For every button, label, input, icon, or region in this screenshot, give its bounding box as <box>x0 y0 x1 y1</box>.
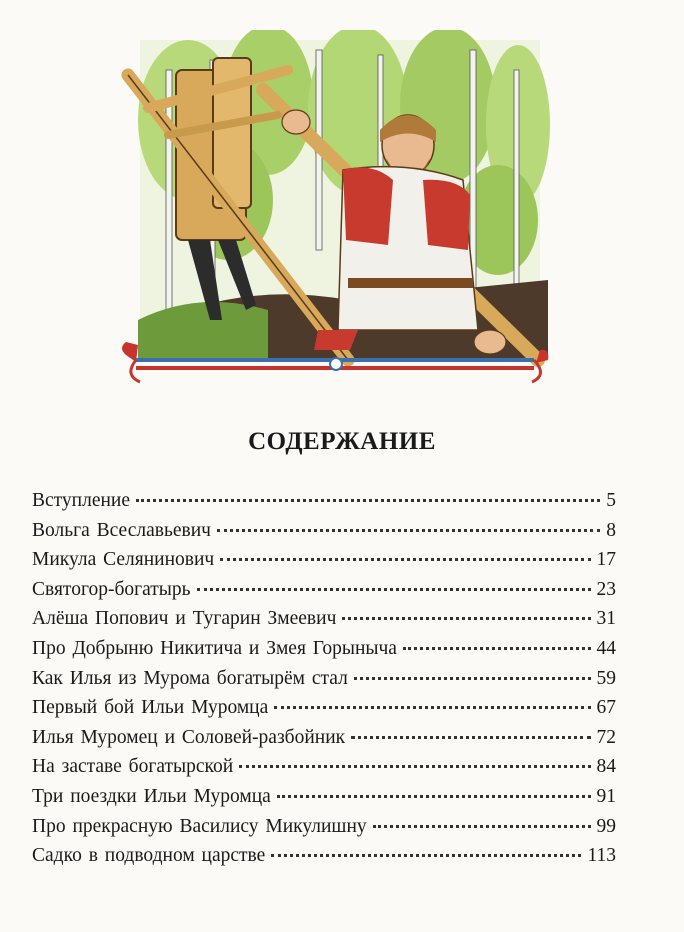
toc-entry-page: 113 <box>587 845 616 867</box>
dot-leader <box>277 795 591 798</box>
toc-entry-title: На заставе богатырской <box>32 756 234 778</box>
toc-entry[interactable] <box>32 664 616 694</box>
toc-entry[interactable] <box>32 752 616 782</box>
dot-leader <box>239 765 590 768</box>
toc-entry-page: 5 <box>606 490 616 511</box>
page-title: СОДЕРЖАНИЕ <box>248 428 436 455</box>
toc-entry-page: 91 <box>596 785 616 807</box>
dot-leader <box>217 529 600 532</box>
toc-entry-title: Первый бой Ильи Муромца <box>32 697 269 719</box>
toc-entry[interactable] <box>32 723 616 753</box>
toc-entry[interactable] <box>32 634 616 664</box>
toc-entry-title: Илья Муромец и Соловей-разбойник <box>32 726 346 748</box>
toc-entry[interactable] <box>32 516 616 546</box>
dot-leader <box>274 706 590 709</box>
toc-entry-title: Садко в подводном царстве <box>32 845 266 867</box>
toc-entry-title: Алёша Попович и Тугарин Змеевич <box>32 608 337 630</box>
toc-entry[interactable] <box>32 575 616 605</box>
dot-leader <box>351 736 590 739</box>
toc-entry[interactable] <box>32 782 616 812</box>
toc-entry-page: 44 <box>596 637 616 659</box>
toc-entry-page: 59 <box>596 667 616 689</box>
toc-entry-page: 84 <box>596 756 616 778</box>
dot-leader <box>373 825 591 828</box>
toc-entry-page: 99 <box>596 815 616 837</box>
toc-entry-title: Вступление <box>32 490 131 511</box>
toc-entry[interactable] <box>32 545 616 575</box>
table-of-contents <box>32 486 616 871</box>
toc-entry-page: 72 <box>596 726 616 748</box>
dot-leader <box>342 617 590 620</box>
toc-entry-title: Три поездки Ильи Муромца <box>32 785 271 807</box>
toc-entry[interactable] <box>32 604 616 634</box>
toc-entry-title: Про прекрасную Василису Микулишну <box>32 815 367 837</box>
toc-entry-page: 17 <box>596 549 616 571</box>
toc-entry-title: Про Добрыню Никитича и Змея Горыныча <box>32 637 397 659</box>
dot-leader <box>271 854 581 857</box>
toc-entry-title: Вольга Всеславьевич <box>32 519 211 541</box>
toc-entry[interactable] <box>32 841 616 871</box>
toc-entry-page: 31 <box>596 608 616 630</box>
toc-entry[interactable] <box>32 693 616 723</box>
dot-leader <box>403 647 591 650</box>
toc-entry-page: 67 <box>596 697 616 719</box>
toc-entry[interactable] <box>32 812 616 842</box>
toc-entry[interactable] <box>32 486 616 516</box>
toc-entry-page: 23 <box>596 578 616 600</box>
toc-entry-title: Святогор-богатырь <box>32 578 191 600</box>
dot-leader <box>220 558 590 561</box>
dot-leader <box>354 677 591 680</box>
dot-leader <box>136 499 600 502</box>
illustration-ploughman <box>118 30 554 392</box>
toc-entry-page: 8 <box>606 519 616 541</box>
toc-entry-title: Микула Селянинович <box>32 549 215 571</box>
dot-leader <box>197 588 591 591</box>
toc-entry-title: Как Илья из Мурома богатырём стал <box>32 667 348 689</box>
